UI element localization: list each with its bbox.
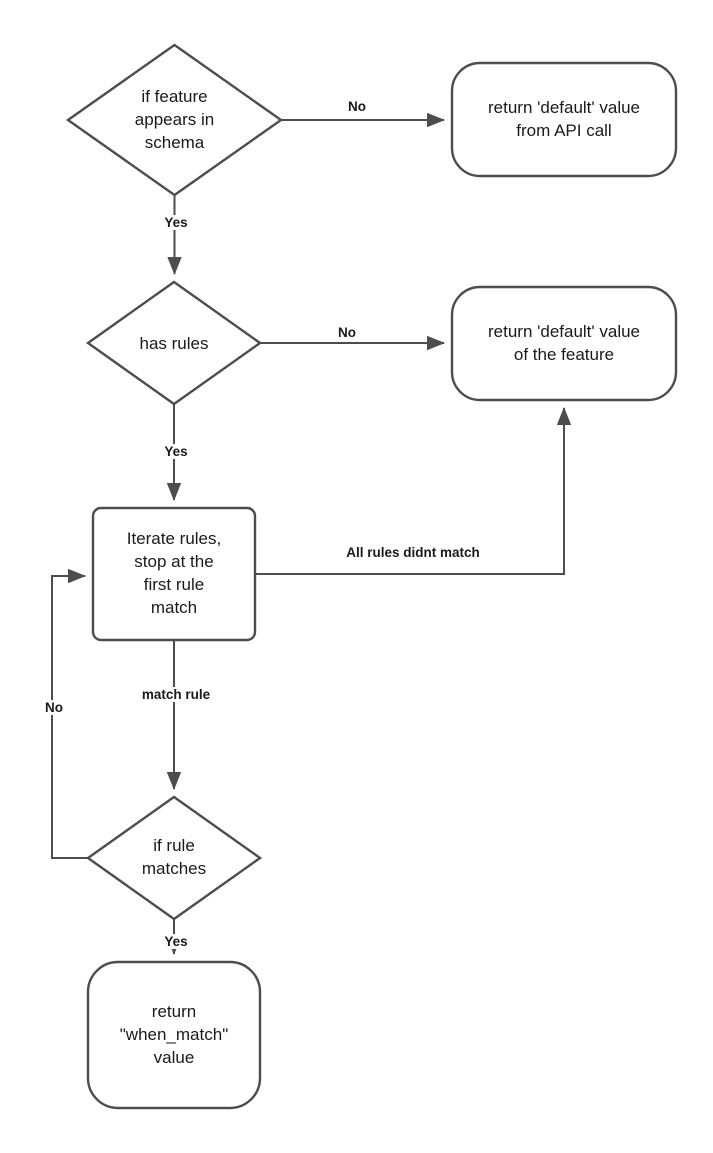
node-iterate-rules — [93, 508, 255, 640]
node-has-rules — [88, 282, 260, 404]
edge-label-has-rules-no: No — [327, 325, 367, 340]
edge-label-all-rules-didnt-match: All rules didnt match — [321, 545, 505, 560]
node-label-iterate-rules: Iterate rules, stop at the first rule match — [126, 529, 222, 617]
node-if-feature-appears-in-schema — [68, 45, 281, 195]
edge-label-has-rules-yes: Yes — [152, 444, 200, 459]
edge-label-schema-no: No — [337, 99, 377, 114]
node-if-rule-matches — [88, 797, 260, 919]
node-return-when-match-value — [88, 962, 260, 1108]
node-return-default-from-api-call — [452, 63, 676, 176]
node-label-if-rule-matches: if rule matches — [141, 836, 207, 878]
node-label-return-default-from-api-call: return 'default' value from API call — [487, 98, 641, 140]
edge-label-rule-yes: Yes — [152, 934, 200, 949]
edge-label-rule-no-loop: No — [34, 700, 74, 715]
edge-label-match-rule: match rule — [116, 687, 236, 702]
node-label-if-feature-appears-in-schema: if feature appears in schema — [134, 87, 215, 152]
edge-rule-no-loop — [52, 576, 88, 858]
node-label-has-rules: has rules — [139, 334, 209, 353]
node-return-default-of-feature — [452, 287, 676, 400]
node-label-return-default-of-feature: return 'default' value of the feature — [487, 322, 641, 364]
edge-label-schema-yes: Yes — [152, 215, 200, 230]
node-label-return-when-match-value: return "when_match" value — [119, 1002, 229, 1067]
